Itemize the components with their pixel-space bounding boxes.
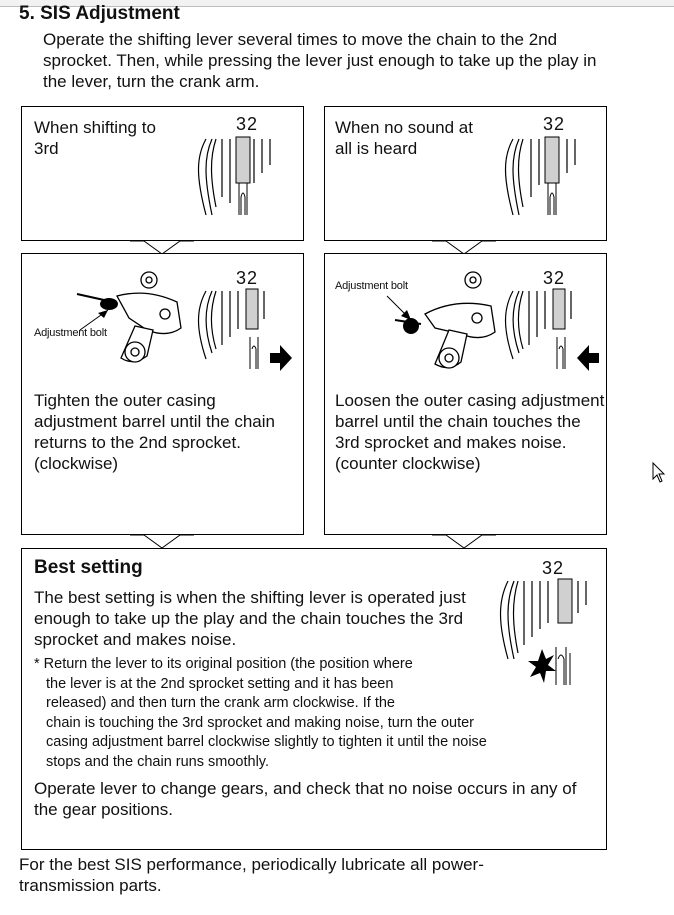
- best-setting-heading: Best setting: [34, 557, 143, 578]
- panel-shifting-to-3rd: [21, 106, 304, 241]
- note-line-2: the lever is at the 2nd sprocket setting and it has been: [46, 675, 394, 692]
- sprocket-diagram: [501, 289, 606, 371]
- best-setting-description: The best setting is when the shifting lever is operated just enough to take up the play and the chain touches the 3rd sprocket and makes noise.: [34, 588, 466, 649]
- loosen-instructions: Loosen the outer casing adjustment barrel until the chain touches the 3rd sprocket and makes noise. (counter clockwise): [335, 391, 605, 473]
- panel-no-sound: [324, 106, 607, 241]
- panel-label: When shifting to 3rd: [34, 118, 156, 158]
- sprocket-diagram: [194, 289, 299, 371]
- sprocket-diagram: [494, 579, 599, 689]
- mouse-pointer-icon: [652, 462, 666, 484]
- gear-numbers: 32: [543, 114, 566, 134]
- intro-paragraph: Operate the shifting lever several times to move the chain to the 2nd sprocket. Then, while pressing the lever just enough to take up the play in the lever, turn the crank arm.: [43, 30, 597, 91]
- closing-instruction: Operate lever to change gears, and check that no noise occurs in any of the gear positions.: [34, 779, 577, 819]
- gear-numbers: 32: [236, 114, 259, 134]
- gear-numbers: 32: [543, 268, 566, 288]
- adjustment-bolt-label: Adjustment bolt: [34, 327, 107, 339]
- section-title: 5. SIS Adjustment: [19, 3, 180, 24]
- note-line-4: chain is touching the 3rd sprocket and making noise, turn the outer: [46, 714, 475, 731]
- panel-label: When no sound at all is heard: [335, 118, 473, 158]
- note-line-5: casing adjustment barrel clockwise slightly to tighten it until the noise: [46, 734, 487, 750]
- panel-best-setting: [21, 548, 607, 850]
- note-line-1: * Return the lever to its original position (the position where: [34, 656, 413, 672]
- note-line-3: released) and then turn the crank arm clockwise. If the: [46, 695, 395, 711]
- adjustment-bolt-label: Adjustment bolt: [335, 280, 408, 292]
- sprocket-diagram: [499, 137, 589, 219]
- derailleur-illustration: [395, 268, 510, 378]
- panel-tighten: [21, 253, 304, 535]
- footer-note: For the best SIS performance, periodically lubricate all power-transmission parts.: [19, 855, 484, 895]
- gear-numbers: 32: [236, 268, 259, 288]
- sprocket-diagram: [192, 137, 282, 219]
- note-line-6: stops and the chain runs smoothly.: [46, 753, 269, 770]
- gear-numbers: 32: [542, 558, 565, 578]
- panel-loosen: [324, 253, 607, 535]
- tighten-instructions: Tighten the outer casing adjustment barrel until the chain returns to the 2nd sprocket. (clockwise): [34, 391, 275, 473]
